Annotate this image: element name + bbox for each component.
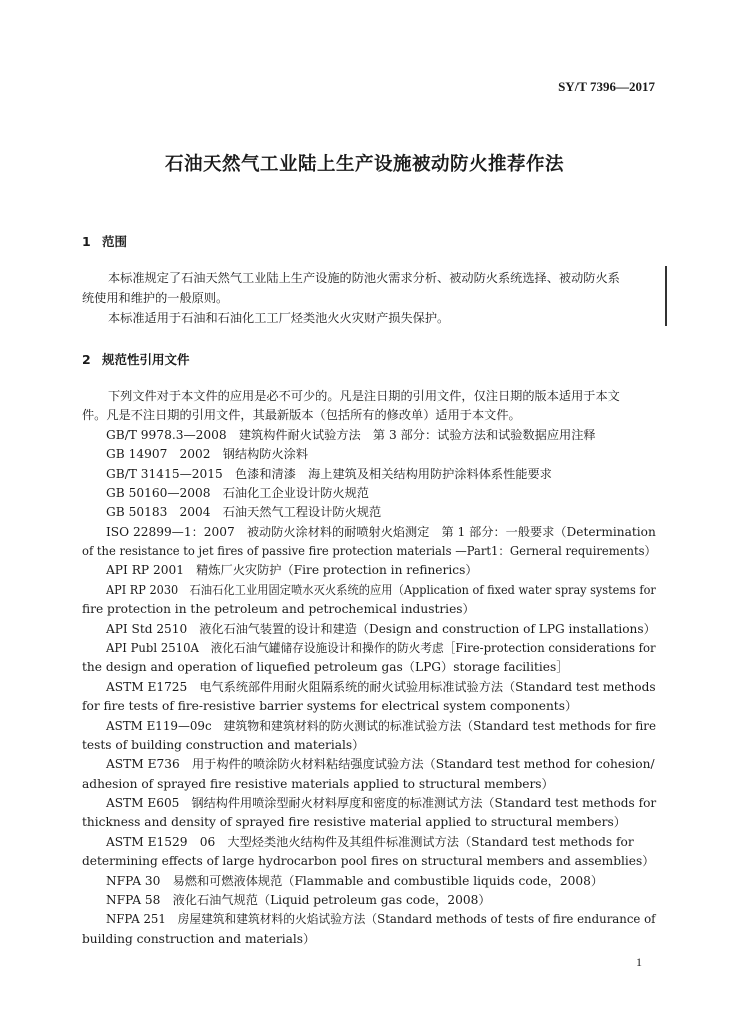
reference-entry: GB/T 31415—2015 色漆和清漆 海上建筑及相关结构用防护涂料体系性能要求 xyxy=(106,467,552,481)
paragraph-line: 本标准适用于石油和石油化工工厂烃类池火火灾财产损失保护。 xyxy=(108,311,450,325)
reference-entry: NFPA 30 易燃和可燃液体规范（Flammable and combustible liquids code，2008） xyxy=(106,874,604,888)
reference-entry: GB 50160—2008 石油化工企业设计防火规范 xyxy=(106,486,369,500)
paragraph-line: 本标准规定了石油天然气工业陆上生产设施的防池火需求分析、被动防火系统选择、被动防火系 xyxy=(108,271,620,285)
paragraph-line: 件。凡是不注日期的引用文件，其最新版本（包括所有的修改单）适用于本文件。 xyxy=(82,408,521,422)
section-title: 范围 xyxy=(102,234,128,249)
reference-entry: ASTM E605 钢结构件用喷涂型耐火材料厚度和密度的标准测试方法（Standard test methods for xyxy=(106,796,657,810)
reference-entry: API Std 2510 液化石油气装置的设计和建造（Design and construction of LPG installations） xyxy=(106,622,656,636)
reference-entry: ASTM E119—09c 建筑物和建筑材料的防火测试的标准试验方法（Standard test methods for fire xyxy=(106,719,657,733)
section-number: 1 xyxy=(82,234,91,249)
paragraph-line: 下列文件对于本文件的应用是必不可少的。凡是注日期的引用文件，仅注日期的版本适用于本文 xyxy=(108,389,620,403)
reference-entry: NFPA 58 液化石油气规范（Liquid petroleum gas code，2008） xyxy=(106,893,491,907)
reference-entry: API RP 2030 石油石化工业用固定喷水灭火系统的应用（Application of fixed water spray systems for xyxy=(106,583,656,597)
reference-entry-continued: determining effects of large hydrocarbon pool fires on structural members and assemblies） xyxy=(82,854,655,868)
reference-entry-continued: adhesion of sprayed fire resistive materials applied to structural members） xyxy=(82,777,554,791)
paragraph-line: 统使用和维护的一般原则。 xyxy=(82,291,229,305)
reference-entry-continued: building construction and materials） xyxy=(82,932,316,946)
reference-entry: ASTM E1529 06 大型烃类池火结构件及其组件标准测试方法（Standard test methods for xyxy=(106,835,634,849)
reference-entry-continued: fire protection in the petroleum and petrochemical industries） xyxy=(82,602,475,616)
document-title: 石油天然气工业陆上生产设施被动防火推荐作法 xyxy=(164,154,564,175)
reference-entry: API RP 2001 精炼厂火灾防护（Fire protection in refinerics） xyxy=(106,563,478,577)
reference-entry: GB/T 9978.3—2008 建筑构件耐火试验方法 第 3 部分：试验方法和试验数据应用注释 xyxy=(106,428,596,442)
section-title: 规范性引用文件 xyxy=(102,352,190,367)
standard-code: SY/T 7396—2017 xyxy=(558,79,655,94)
page-number: 1 xyxy=(636,955,642,969)
reference-entry: ISO 22899—1：2007 被动防火涂材料的耐喷射火焰测定 第 1 部分：一般要求（Determination xyxy=(106,525,656,539)
section-heading-scope xyxy=(82,232,127,250)
section-number: 2 xyxy=(82,352,91,367)
section-heading-references xyxy=(82,350,190,368)
reference-entry: API Publ 2510A 液化石油气罐储存设施设计和操作的防火考虑［Fire-protection considerations for xyxy=(106,641,656,655)
reference-entry: NFPA 251 房屋建筑和建筑材料的火焰试验方法（Standard methods of tests of fire endurance of xyxy=(106,912,656,926)
reference-entry: GB 50183 2004 石油天然气工程设计防火规范 xyxy=(106,505,382,519)
reference-entry: GB 14907 2002 钢结构防火涂料 xyxy=(106,447,309,461)
reference-entry-continued: for fire tests of fire-resistive barrier systems for electrical system components） xyxy=(82,699,578,713)
reference-entry: ASTM E1725 电气系统部件用耐火阻隔系统的耐火试验用标准试验方法（Standard test methods xyxy=(106,680,656,694)
reference-entry: ASTM E736 用于构件的喷涂防火材料粘结强度试验方法（Standard test method for cohesion/ xyxy=(106,757,655,771)
reference-entry-continued: of the resistance to jet fires of passive fire protection materials —Part1：Gerneral requirements） xyxy=(82,544,657,558)
revision-bar xyxy=(665,266,667,326)
reference-entry-continued: tests of building construction and materials） xyxy=(82,738,365,752)
reference-entry-continued: thickness and density of sprayed fire resistive material applied to structural members） xyxy=(82,815,626,829)
reference-entry-continued: the design and operation of liquefied petroleum gas（LPG）storage facilities］ xyxy=(82,660,569,674)
